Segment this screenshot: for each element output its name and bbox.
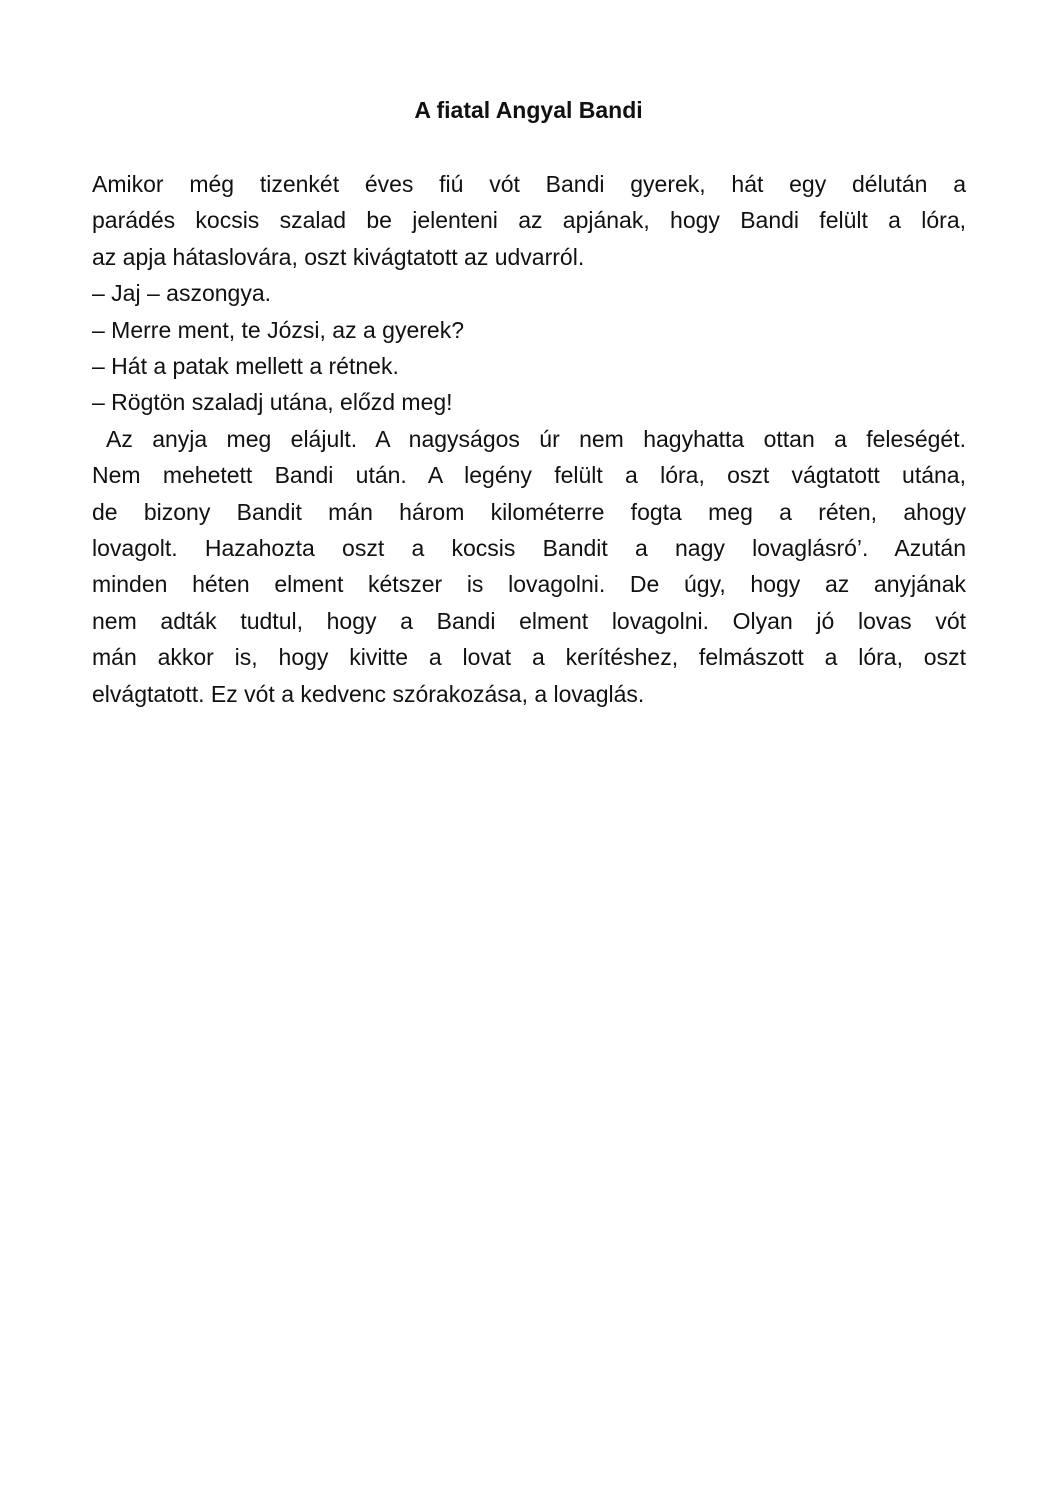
dialogue-text: – Jaj – aszongya.: [92, 280, 272, 307]
dialogue-line: [92, 384, 966, 420]
text-line: Az anyja meg elájult. A nagyságos úr nem hagyhatta ottan a feleségét.: [106, 425, 966, 452]
text-line: de bizony Bandit mán három kilométerre fogta meg a réten, ahogy: [92, 498, 966, 525]
paragraph-main: [92, 421, 966, 712]
text-line: Nem mehetett Bandi után. A legény felült a lóra, oszt vágtatott utána,: [92, 462, 966, 489]
text-line: parádés kocsis szalad be jelenteni az apjának, hogy Bandi felült a lóra,: [92, 207, 966, 234]
dialogue-text: – Hát a patak mellett a rétnek.: [92, 353, 399, 380]
document-body: [92, 166, 966, 712]
dialogue-line: [92, 312, 966, 348]
text-line: minden héten elment kétszer is lovagolni. De úgy, hogy az anyjának: [92, 571, 966, 598]
document-title: A fiatal Angyal Bandi: [414, 97, 643, 123]
text-line: az apja hátaslovára, oszt kivágtatott az udvarról.: [92, 243, 585, 270]
paragraph-opening: [92, 166, 966, 275]
text-line: Amikor még tizenkét éves fiú vót Bandi gyerek, hát egy délután a: [92, 171, 966, 197]
dialogue-text: – Merre ment, te Józsi, az a gyerek?: [92, 316, 464, 343]
dialogue-line: [92, 275, 966, 311]
text-line: elvágtatott. Ez vót a kedvenc szórakozása, a lovaglás.: [92, 680, 645, 707]
dialogue-line: [92, 348, 966, 384]
text-line: mán akkor is, hogy kivitte a lovat a kerítéshez, felmászott a lóra, oszt: [92, 644, 966, 671]
text-line: nem adták tudtul, hogy a Bandi elment lovagolni. Olyan jó lovas vót: [92, 607, 966, 634]
text-line: lovagolt. Hazahozta oszt a kocsis Bandit a nagy lovaglásró’. Azután: [92, 535, 966, 562]
dialogue-text: – Rögtön szaladj utána, előzd meg!: [92, 389, 453, 416]
